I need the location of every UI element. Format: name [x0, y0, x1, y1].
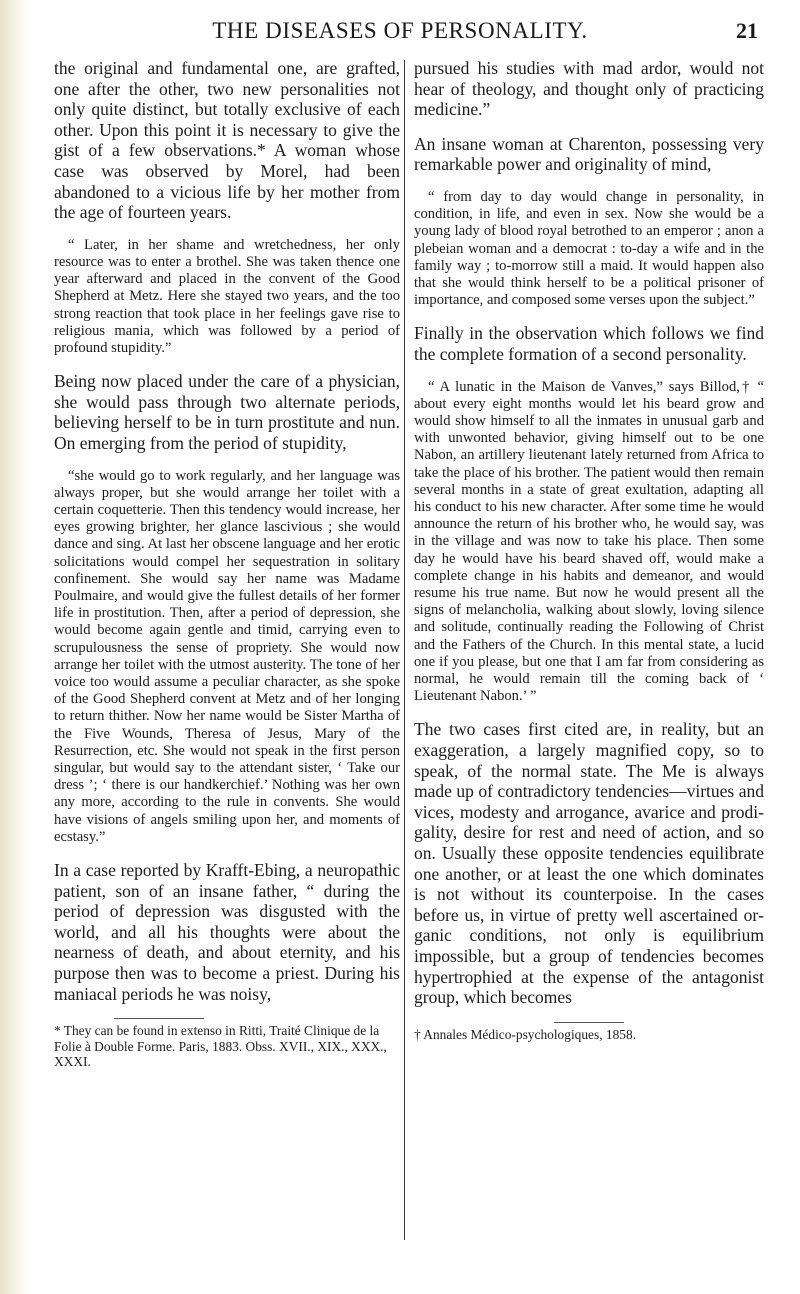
block-quote: “she would go to work regularly, and her language was always proper, but she would arrange her toilet with a certain coquetterie. Then this tendency would increase, her eyes growing brighter, her glance lascivious ; she would dance and sing. At last her obscene language and her erotic solicitations would compel her sequestration in solitary confinement. She would say her name was Madame Poulmaire, and would give the fullest details of her former life in prostitution. Then, after a period of depression, she would become again gentle and timid, carrying even to scrupulousness the sense of propriety. She would now arrange her toilet with the utmost austerity. The tone of her voice too would assume a peculiar character, as she spoke of the Good Shepherd convent at Metz and of her longing to return thither. Now her name would be Sister Martha of the Five Wounds, Theresa of Jesus, Mary of the Resurrection, etc. She would not speak in the first person singular, but would say to the attendant sister, ‘ Take our dress ’; ‘ there is our handkerchief.’ Nothing was her own any more, according to the rule in convents. She would have visions of angels smiling upon her, and moments of ecstasy.” — [54, 467, 400, 845]
paragraph: Finally in the observation which follows we find the complete formation of a second personality. — [414, 323, 764, 364]
page-number: 21 — [736, 18, 758, 43]
footnote: † Annales Médico-psychologiques, 1858. — [414, 1026, 637, 1042]
page-header — [0, 8, 800, 48]
right-column — [414, 58, 764, 1042]
column-divider — [404, 60, 405, 1240]
block-quote: “ A lunatic in the Maison de Vanves,” says Billod,† “ about every eight months would let his beard grow and would show himself to all the inmates in unusual garb and with unwonted behavior, giving himself out to be one Nabon, an artillery lieutenant lately returned from Africa to take the place of his brother. The patient would then remain several months in a state of great exultation, adapting all his conduct to his new character. After some time he would announce the return of his brother who, he would say, was in the village and was now to take his place. Then some day he would have his beard shaved off, would make a complete change in his habits and demeanor, and would resume his true name. But now he would present all the signs of melancholia, walking about slowly, loving silence and solitude, continually reading the Following of Christ and the Fathers of the Church. In this mental state, a lucid one if you please, but one that I am far from considering as normal, he would remain till the coming back of ‘ Lieutenant Nabon.’ ” — [414, 378, 764, 705]
paragraph: An insane woman at Charenton, possessing very remarkable power and originality of mind, — [414, 133, 764, 175]
paragraph: In a case reported by Krafft-Ebing, a neuropathic patient, son of an insane father, “ during the period of depression was disgusted with the world, and all his thoughts were about the nearness of death, and about eternity, and his purpose then was to become a priest. During his maniacal periods he was noisy, — [54, 860, 400, 1004]
page-edge-shadow — [0, 0, 30, 1294]
paragraph: the original and fundamental one, are grafted, one after the other, two new personalities not only quite distinct, but totally exclusive of each other. Upon this point it is necessary to give the gist of a few observations.* A woman whose case was observed by Morel, had been abandoned to a vicious life by her mother from the age of fourteen years. — [54, 58, 400, 223]
block-quote: “ from day to day would change in personality, in condition, in life, and even in sex. Now she would be a young lady of blood royal betrothed to an emperor ; anon a plebeian woman and a democrat : to-day a wife and in the family way ; to-morrow still a maid. It would happen also that she would think herself to be a political prisoner of importance, and composed some verses upon the subject.” — [414, 188, 764, 309]
left-column — [54, 58, 400, 1070]
footnote-rule — [554, 1022, 624, 1023]
paragraph: pursued his studies with mad ardor, would not hear of theology, and thought only of practicing medicine.” — [414, 58, 764, 120]
running-title: THE DISEASES OF PERSONALITY. — [212, 18, 588, 43]
footnote-rule — [114, 1018, 204, 1019]
block-quote: “ Later, in her shame and wretchedness, her only resource was to enter a brothel. She was taken thence one year afterward and placed in the convent of the Good Shepherd at Metz. Here she stayed two years, and the too strong reaction that took place in her feelings gave rise to religious mania, which was followed by a period of profound stupidity.” — [54, 236, 400, 356]
footnote: * They can be found in extenso in Ritti, Traité Clinique de la Folie à Double Forme. Paris, 1883. Obss. XVII., XIX., XXX., XXXI. — [54, 1023, 387, 1070]
paragraph: Being now placed under the care of a physician, she would pass through two alternate periods, believing herself to be in turn prostitute and nun. On emerging from the period of stupidity, — [54, 371, 400, 453]
paragraph: The two cases first cited are, in reality, but an exaggeration, a largely magnified copy, so to speak, of the normal state. The Me is always made up of contradictory tendencies—virtues and vices, modesty and arrogance, avarice and prodigality, desire for rest and need of action, and so on. Usually these opposite tendencies equilibrate one another, or at least the one which dominates is not without its counterpoise. In the cases before us, in virtue of pretty well ascertained organic conditions, not only is equilibrium impossible, but a group of tendencies becomes hypertrophied at the expense of the antagonist group, which becomes — [414, 719, 764, 1008]
